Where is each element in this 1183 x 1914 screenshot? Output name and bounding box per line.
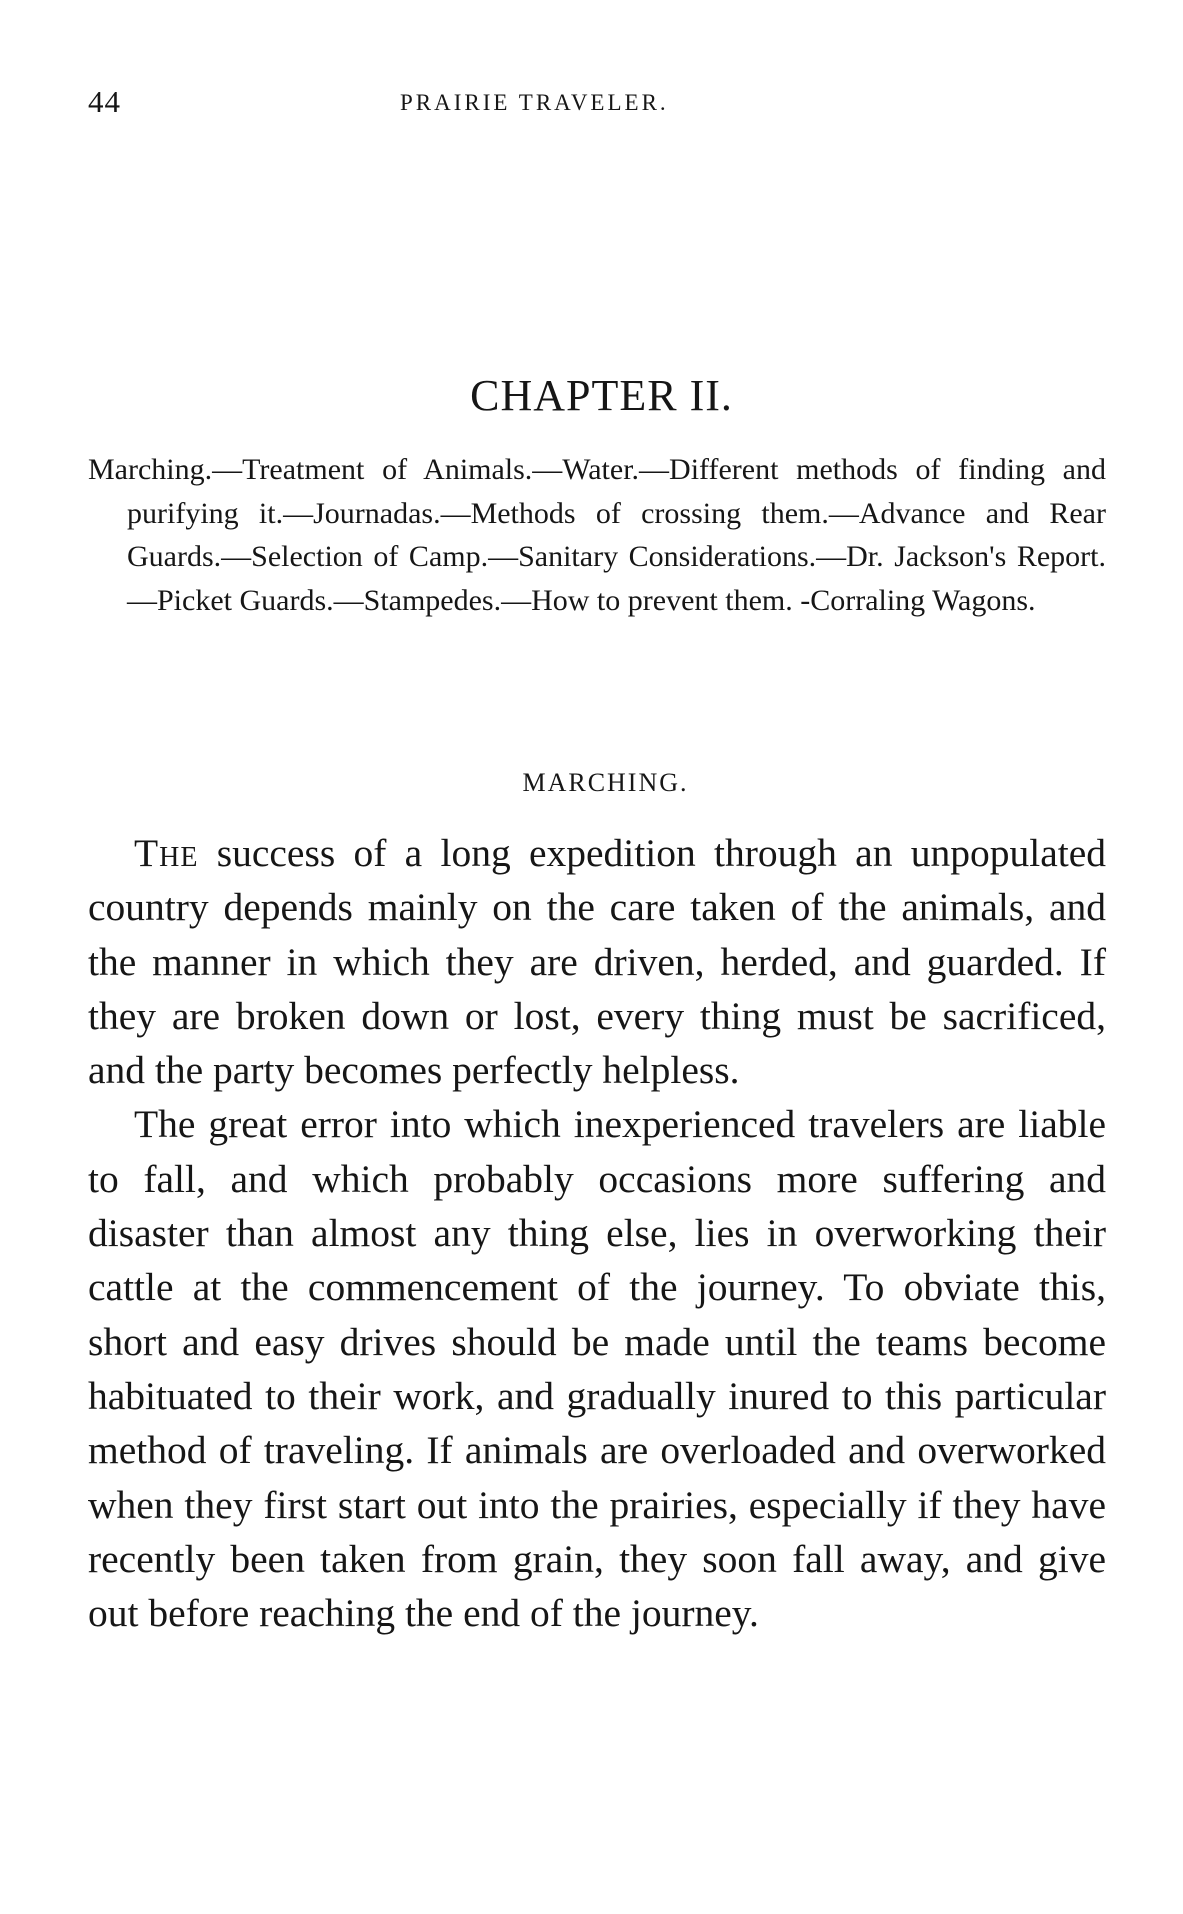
lead-word: The	[134, 831, 199, 875]
chapter-synopsis: Marching.—Treatment of Animals.—Water.—Different methods of finding and purifying it.—Journadas.—Methods of crossing them.—Advance and Rear Guards.—Selection of Camp.—Sanitary Considerations.—Dr. Jackson's Report.—Picket Guards.—Stampedes.—How to prevent them. -Corraling Wagons.	[88, 453, 1106, 617]
section-heading: MARCHING.	[522, 768, 689, 797]
paragraph-text: success of a long expedition through an unpopulated country depends mainly on the care taken of the animals, and the manner in which they are driven, herded, and guarded. If they are broken down or lost, every thing must be sacrificed, and the party becomes perfectly helpless.	[88, 831, 1106, 1093]
chapter-title: CHAPTER II.	[470, 371, 733, 420]
page-number: 44	[88, 84, 121, 119]
page-header	[88, 84, 1088, 124]
paragraph-text: The great error into which inexperienced travelers are liable to fall, and which probably occasions more suffering and disaster than almost any thing else, lies in overworking their cattle at the commencement of the journey. To obviate this, short and easy drives should be made until the teams become habituated to their work, and gradually inured to this particular method of traveling. If animals are overloaded and overworked when they first start out into the prairies, especially if they have recently been taken from grain, they soon fall away, and give out before reaching the end of the journey.	[88, 1102, 1106, 1636]
body-text	[88, 826, 1106, 1640]
running-title: PRAIRIE TRAVELER.	[400, 90, 669, 115]
paragraph	[88, 826, 1106, 1097]
paragraph	[88, 1097, 1106, 1640]
